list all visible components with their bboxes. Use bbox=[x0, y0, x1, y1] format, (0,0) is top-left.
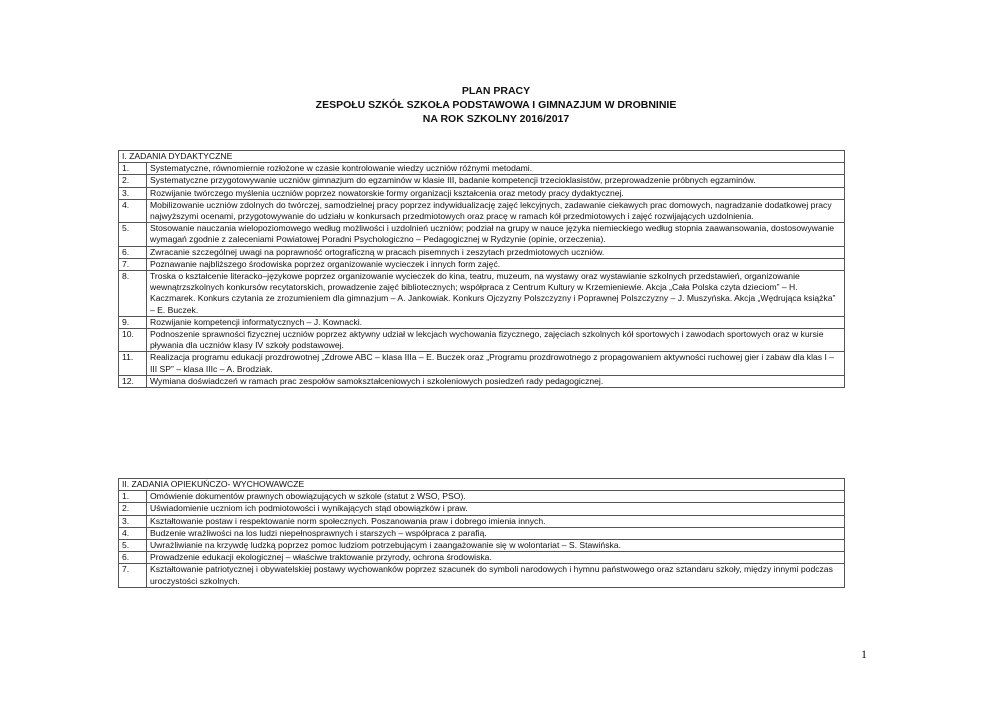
row-text: Stosowanie nauczania wielopoziomowego według możliwości i uzdolnień uczniów; podział na grupy w nauce języka niemieckiego według stopnia zaawansowania, dostosowywanie wymagań zgodnie z zaleceniami Powiatowej Poradni Psychologiczno – Pedagogicznej w Rydzynie (opinie, orzeczenia). bbox=[147, 223, 845, 246]
row-number: 3. bbox=[119, 187, 147, 199]
table-row bbox=[119, 258, 845, 270]
row-text: Prowadzenie edukacji ekologicznej – właściwe traktowanie przyrody, ochrona środowiska. bbox=[147, 552, 845, 564]
section-header: I. ZADANIA DYDAKTYCZNE bbox=[119, 151, 845, 163]
didactic-tasks-table bbox=[118, 150, 845, 388]
table-row bbox=[119, 199, 845, 222]
table-row bbox=[119, 187, 845, 199]
row-text: Rozwijanie kompetencji informatycznych – J. Kownacki. bbox=[147, 316, 845, 328]
row-number: 11. bbox=[119, 352, 147, 375]
table-row bbox=[119, 503, 845, 515]
row-text: Budzenie wrażliwości na los ludzi niepełnosprawnych i starszych – współpraca z parafią. bbox=[147, 527, 845, 539]
table-row bbox=[119, 271, 845, 317]
table-row bbox=[119, 223, 845, 246]
row-number: 2. bbox=[119, 175, 147, 187]
row-number: 8. bbox=[119, 271, 147, 317]
document-title bbox=[0, 84, 992, 126]
title-line-1: PLAN PRACY bbox=[461, 85, 531, 97]
row-text: Kształtowanie postaw i respektowanie norm społecznych. Poszanowania praw i dobrego imienia innych. bbox=[147, 515, 845, 527]
row-text: Podnoszenie sprawności fizycznej uczniów poprzez aktywny udział w lekcjach wychowania fizycznego, zajęciach szkolnych kół sportowych i zawodach sportowych oraz w kursie pływania dla uczniów klasy IV szkoły podstawowej. bbox=[147, 329, 845, 352]
row-text: Uwrażliwianie na krzywdę ludzką poprzez pomoc ludziom potrzebującym i zaangażowanie się w wolontariat – S. Stawińska. bbox=[147, 540, 845, 552]
row-text: Wymiana doświadczeń w ramach prac zespołów samokształceniowych i szkoleniowych posiedzeń rady pedagogicznej. bbox=[147, 375, 845, 387]
title-line-2: ZESPOŁU SZKÓŁ SZKOŁA PODSTAWOWA I GIMNAZJUM W DROBNINIE bbox=[315, 99, 677, 111]
row-number: 5. bbox=[119, 223, 147, 246]
row-number: 9. bbox=[119, 316, 147, 328]
row-number: 2. bbox=[119, 503, 147, 515]
row-number: 7. bbox=[119, 564, 147, 587]
page-number: 1 bbox=[861, 647, 867, 661]
row-number: 6. bbox=[119, 552, 147, 564]
section-header-row bbox=[119, 479, 845, 491]
row-number: 1. bbox=[119, 491, 147, 503]
row-text: Troska o kształcenie literacko–językowe poprzez organizowanie wycieczek do kina, teatru, muzeum, na wystawy oraz wystawianie szkolnych przedstawień, organizowanie wewnątrzszkolnych konkursów recytatorskich, prowadzenie zajęć bibliotecznych; współpraca z Centrum Kultury w Krzemieniewie. Akcja „Cała Polska czyta dzieciom” – H. Kaczmarek. Konkurs czytania ze zrozumieniem dla gimnazjum – A. Jankowiak. Konkurs Ojczyzny Polszczyzny i Poprawnej Polszczyzny – J. Muszyńska. Akcja „Wędrująca książka” – E. Buczek. bbox=[147, 271, 845, 317]
row-text: Poznawanie najbliższego środowiska poprzez organizowanie wycieczek i innych form zajęć. bbox=[147, 258, 845, 270]
table-row bbox=[119, 527, 845, 539]
row-text: Uświadomienie uczniom ich podmiotowości i wynikających stąd obowiązków i praw. bbox=[147, 503, 845, 515]
row-number: 7. bbox=[119, 258, 147, 270]
row-text: Zwracanie szczególnej uwagi na poprawność ortograficzną w pracach pisemnych i zeszytach przedmiotowych uczniów. bbox=[147, 246, 845, 258]
title-line-3: NA ROK SZKOLNY 2016/2017 bbox=[422, 113, 570, 125]
row-number: 3. bbox=[119, 515, 147, 527]
row-number: 1. bbox=[119, 163, 147, 175]
table-row bbox=[119, 564, 845, 587]
row-text: Mobilizowanie uczniów zdolnych do twórczej, samodzielnej pracy poprzez indywidualizację zajęć lekcyjnych, zadawanie ciekawych prac domowych, nagradzanie dodatkowej pracy najwyższymi ocenami, przygotowywanie do udziału w konkursach przedmiotowych oraz pracę w ramach kół przedmiotowych i zajęć rozwijających uzdolnienia. bbox=[147, 199, 845, 222]
section-header: II. ZADANIA OPIEKUŃCZO- WYCHOWAWCZE bbox=[119, 479, 845, 491]
table-row bbox=[119, 540, 845, 552]
section-header-row bbox=[119, 151, 845, 163]
row-number: 10. bbox=[119, 329, 147, 352]
table-row bbox=[119, 175, 845, 187]
row-number: 4. bbox=[119, 199, 147, 222]
table-row bbox=[119, 552, 845, 564]
row-text: Rozwijanie twórczego myślenia uczniów poprzez nowatorskie formy organizacji kształcenia oraz metody pracy dydaktycznej. bbox=[147, 187, 845, 199]
table-row bbox=[119, 163, 845, 175]
care-educational-tasks-table bbox=[118, 478, 845, 588]
table-row bbox=[119, 329, 845, 352]
row-text: Kształtowanie patriotycznej i obywatelskiej postawy wychowanków poprzez szacunek do symboli narodowych i hymnu państwowego oraz sztandaru szkoły, między innymi podczas uroczystości szkolnych. bbox=[147, 564, 845, 587]
row-text: Realizacja programu edukacji prozdrowotnej „Zdrowe ABC – klasa IIIa – E. Buczek oraz „Programu prozdrowotnego z propagowaniem aktywności ruchowej gier i zabaw dla klas I – III SP” – klasa IIIc – A. Brodziak. bbox=[147, 352, 845, 375]
row-text: Systematyczne przygotowywanie uczniów gimnazjum do egzaminów w klasie III, badanie kompetencji trzecioklasistów, przeprowadzenie próbnych egzaminów. bbox=[147, 175, 845, 187]
table-row bbox=[119, 246, 845, 258]
table-row bbox=[119, 491, 845, 503]
table-row bbox=[119, 515, 845, 527]
table-row bbox=[119, 316, 845, 328]
row-text: Omówienie dokumentów prawnych obowiązujących w szkole (statut z WSO, PSO). bbox=[147, 491, 845, 503]
table-row bbox=[119, 375, 845, 387]
row-number: 12. bbox=[119, 375, 147, 387]
table-row bbox=[119, 352, 845, 375]
row-number: 4. bbox=[119, 527, 147, 539]
row-number: 5. bbox=[119, 540, 147, 552]
row-text: Systematyczne, równomiernie rozłożone w czasie kontrolowanie wiedzy uczniów różnymi metodami. bbox=[147, 163, 845, 175]
row-number: 6. bbox=[119, 246, 147, 258]
